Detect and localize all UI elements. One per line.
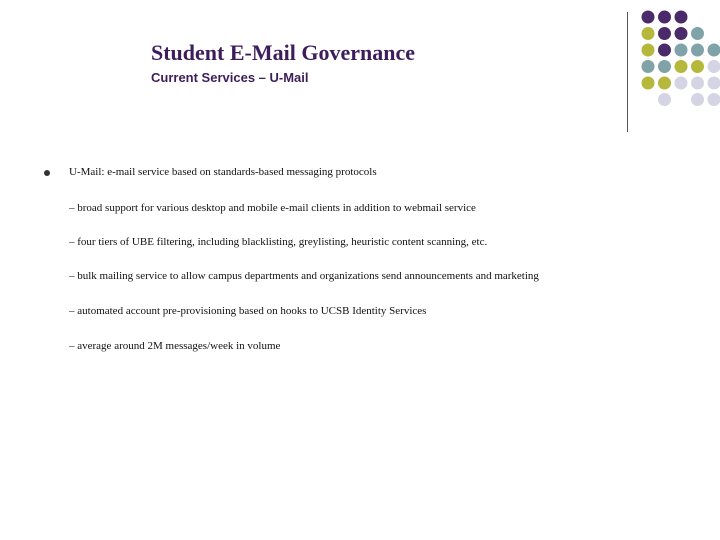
- bullet-icon: [44, 170, 50, 176]
- decorative-dot: [658, 44, 671, 57]
- decorative-dot: [658, 60, 671, 73]
- decorative-dot: [642, 77, 655, 90]
- decorative-dot: [675, 60, 688, 73]
- decorative-dot: [658, 27, 671, 40]
- decorative-dot: [642, 27, 655, 40]
- decorative-dot: [691, 77, 704, 90]
- slide-title: Student E-Mail Governance: [151, 40, 415, 65]
- decorative-dot: [691, 27, 704, 40]
- decorative-dot: [708, 44, 720, 57]
- decorative-dot: [691, 93, 704, 106]
- subpoint-item: – broad support for various desktop and mobile e-mail clients in addition to webmail service: [69, 202, 476, 214]
- slide-subtitle: Current Services – U-Mail: [151, 70, 309, 85]
- decorative-dot: [658, 11, 671, 24]
- decorative-dot: [708, 60, 720, 73]
- decorative-divider: [627, 12, 628, 132]
- decorative-dot: [642, 60, 655, 73]
- decorative-dot: [675, 27, 688, 40]
- decorative-dot: [642, 11, 655, 24]
- decorative-dot: [675, 77, 688, 90]
- subpoint-item: – bulk mailing service to allow campus departments and organizations send announcements and marketing: [69, 270, 539, 282]
- decorative-dot: [691, 44, 704, 57]
- bullet-text: U-Mail: e-mail service based on standards-based messaging protocols: [69, 166, 377, 178]
- decorative-dot: [691, 60, 704, 73]
- decorative-dot: [708, 93, 720, 106]
- decorative-dot: [642, 44, 655, 57]
- decorative-dot: [708, 77, 720, 90]
- subpoint-item: – automated account pre-provisioning based on hooks to UCSB Identity Services: [69, 305, 427, 317]
- subpoint-item: – four tiers of UBE filtering, including blacklisting, greylisting, heuristic content scanning, etc.: [69, 236, 488, 248]
- subpoint-item: – average around 2M messages/week in volume: [69, 340, 281, 352]
- decorative-dot: [675, 11, 688, 24]
- decorative-dot: [675, 44, 688, 57]
- decorative-dot: [658, 93, 671, 106]
- decorative-dot: [658, 77, 671, 90]
